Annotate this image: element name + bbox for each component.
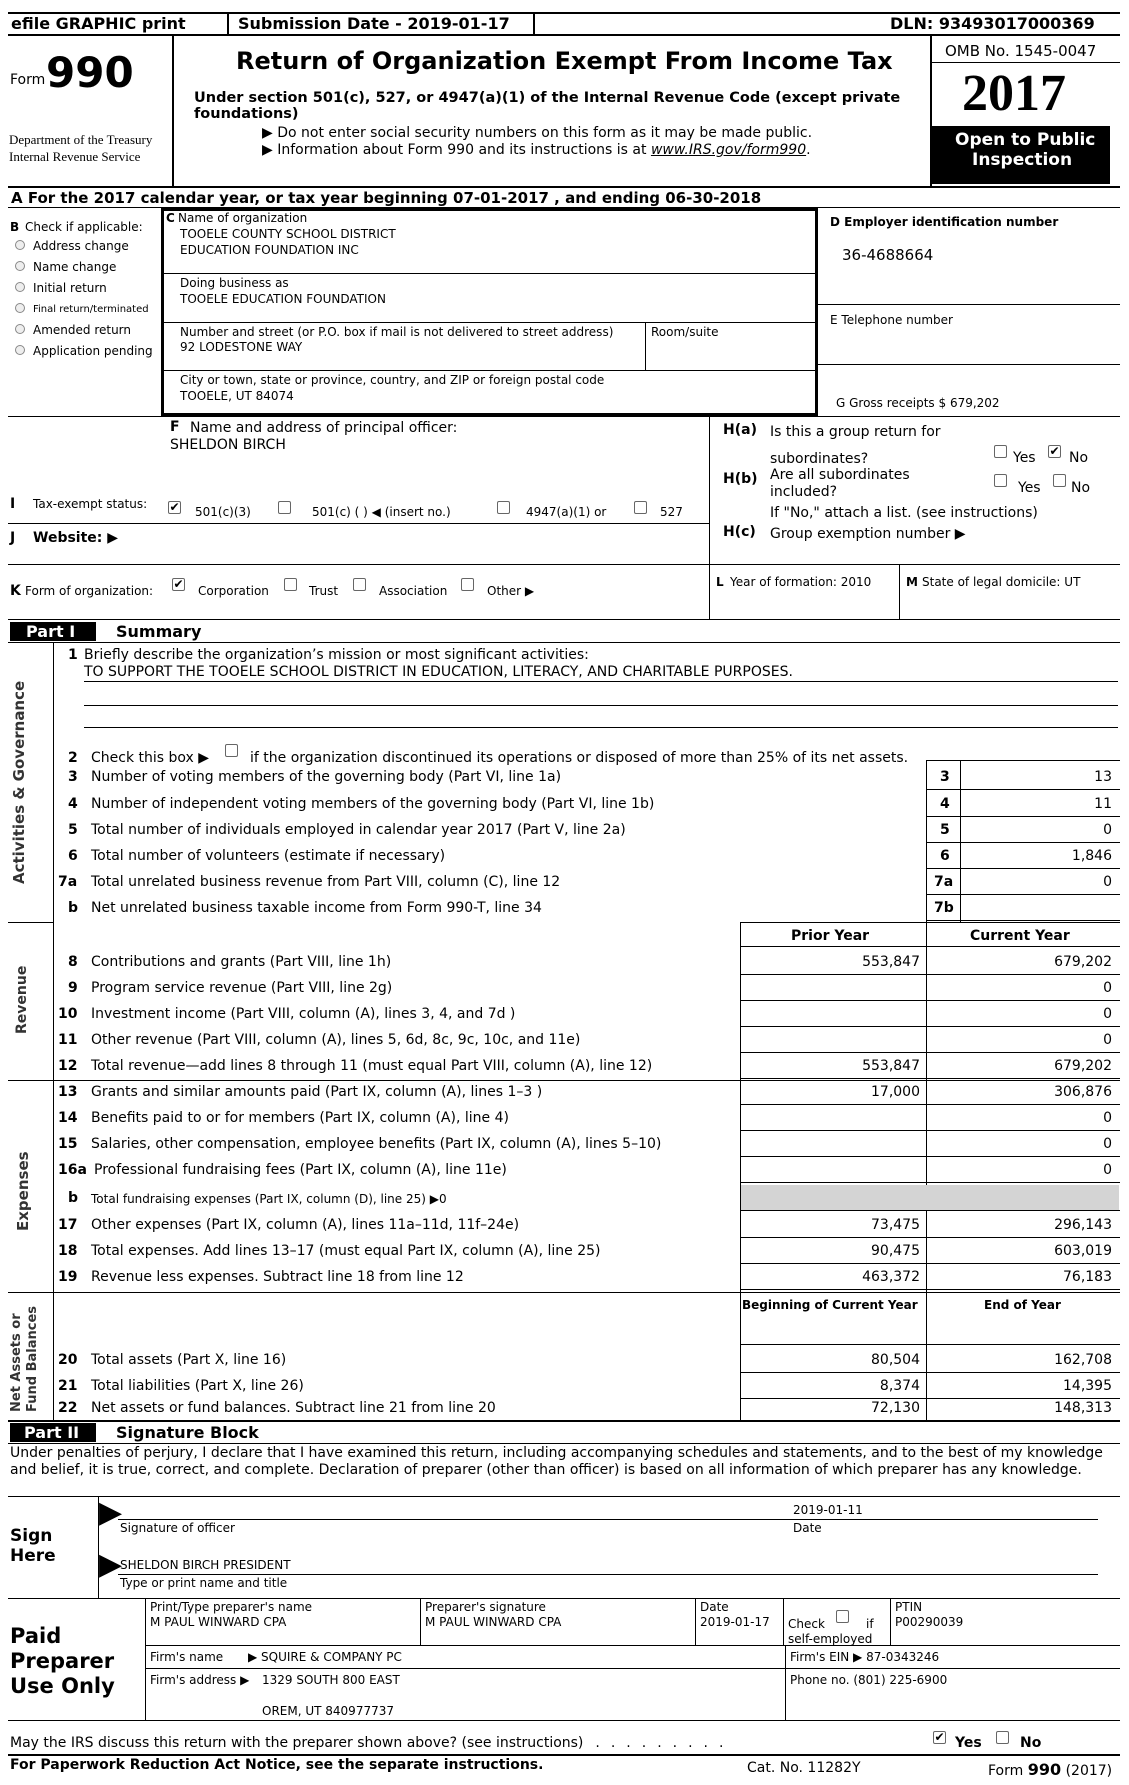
- fin-line-number: 17: [58, 1217, 78, 1233]
- street-label: Number and street (or P.O. box if mail is not delivered to street address): [180, 325, 614, 339]
- fin-row-rule: [740, 1078, 1120, 1079]
- fin-row-rule: [740, 1130, 1120, 1131]
- 527-label: 527: [660, 505, 683, 519]
- perjury-statement: Under penalties of perjury, I declare that I have examined this return, including accompanying schedules and statements, and to the best of my knowledge and belief, it is true, correct, and complete. Declaration of preparer (other than officer) is based on all information of which preparer has any knowledge.: [10, 1445, 1103, 1478]
- fin-line-number: 13: [58, 1084, 78, 1100]
- prior-year-value: 463,372: [862, 1269, 920, 1285]
- 501c3-checkbox[interactable]: ✔: [169, 500, 180, 514]
- other-label: Other ▶: [487, 584, 535, 598]
- ha-text-1: Is this a group return for: [770, 424, 941, 440]
- hb-yes-checkbox[interactable]: [994, 474, 1007, 487]
- fin-line-number: 19: [58, 1269, 78, 1285]
- 501c-checkbox[interactable]: [278, 501, 291, 514]
- section-i-label: I: [10, 496, 16, 512]
- dba-label: Doing business as: [180, 276, 289, 290]
- part2-title: Signature Block: [116, 1423, 259, 1442]
- open-to-public: Open to Public: [955, 130, 1096, 150]
- gov-line-number: 3: [68, 769, 78, 785]
- corporation-checkbox[interactable]: ✔: [173, 577, 184, 591]
- current-year-value: 162,708: [1054, 1352, 1112, 1368]
- telephone-label: E Telephone number: [830, 313, 953, 327]
- current-year-value: 148,313: [1054, 1400, 1112, 1416]
- amended-return-label: Amended return: [33, 323, 132, 337]
- fin-line-number: 14: [58, 1110, 78, 1126]
- gross-receipts: G Gross receipts $ 679,202: [836, 396, 1000, 410]
- gov-row-rule: [926, 816, 1120, 817]
- fin-line-text: Professional fundraising fees (Part IX, column (A), line 11e): [94, 1162, 507, 1178]
- gov-line-box: 6: [940, 848, 950, 864]
- discuss-yes-label: Yes: [955, 1735, 982, 1751]
- gov-line-value: 13: [1094, 769, 1112, 785]
- line-a-tax-year: A For the 2017 calendar year, or tax year beginning 07-01-2017 , and ending 06-30-2018: [11, 189, 762, 207]
- gov-line-value: 0: [1103, 822, 1112, 838]
- fin-line-text: Revenue less expenses. Subtract line 18 from line 12: [91, 1269, 464, 1285]
- signature-of-officer-label: Signature of officer: [120, 1521, 235, 1535]
- hb-text-1: Are all subordinates: [770, 467, 910, 483]
- current-year-value: 0: [1103, 1136, 1112, 1152]
- info-note: ▶ Information about Form 990 and its instructions is at www.IRS.gov/form990.: [262, 142, 811, 158]
- application-pending-label: Application pending: [33, 344, 153, 358]
- prior-year-value: 8,374: [879, 1378, 920, 1394]
- fin-line-number: 16a: [58, 1162, 87, 1178]
- form-footer: Form 990 (2017): [988, 1760, 1113, 1779]
- irs-label: Internal Revenue Service: [9, 149, 141, 164]
- other-checkbox[interactable]: [461, 578, 474, 591]
- gov-line-number: 4: [68, 796, 78, 812]
- firm-address-label: Firm's address ▶: [150, 1673, 250, 1687]
- fin-line-number: 15: [58, 1136, 78, 1152]
- ha-label: H(a): [723, 422, 757, 438]
- gov-line-box: 4: [940, 796, 950, 812]
- form-label: Form: [10, 72, 46, 88]
- gov-line-text: Number of independent voting members of the governing body (Part VI, line 1b): [91, 796, 655, 812]
- firm-phone: Phone no. (801) 225-6900: [790, 1673, 948, 1687]
- 527-checkbox[interactable]: [634, 501, 647, 514]
- hc-text: Group exemption number ▶: [770, 526, 966, 542]
- name-change-label: Name change: [33, 260, 117, 274]
- fin-line-number: 9: [68, 980, 78, 996]
- paid-preparer-1: Paid: [10, 1624, 62, 1648]
- line2-number: 2: [68, 750, 78, 766]
- current-year-value: 0: [1103, 1006, 1112, 1022]
- 4947-label: 4947(a)(1) or: [526, 505, 607, 519]
- fin-line-text: Total liabilities (Part X, line 26): [91, 1378, 304, 1394]
- street-address: 92 LODESTONE WAY: [180, 340, 303, 354]
- gov-line-number: 5: [68, 822, 78, 838]
- gov-line-text: Total number of individuals employed in calendar year 2017 (Part V, line 2a): [91, 822, 626, 838]
- fin-line-text: Other expenses (Part IX, column (A), lines 11a–11d, 11f–24e): [91, 1217, 520, 1233]
- ha-text-2: subordinates?: [770, 451, 869, 467]
- fin-line-text: Program service revenue (Part VIII, line 2g): [91, 980, 393, 996]
- sign-arrow-2: ▶: [99, 1547, 123, 1582]
- fin-line-number: 18: [58, 1243, 78, 1259]
- fin-line-text: Total revenue—add lines 8 through 11 (must equal Part VIII, column (A), line 12): [91, 1058, 653, 1074]
- dba-name: TOOELE EDUCATION FOUNDATION: [180, 292, 386, 306]
- gov-row-rule: [926, 842, 1120, 843]
- preparer-date-label: Date: [700, 1600, 729, 1614]
- firm-ein: Firm's EIN ▶ 87-0343246: [790, 1650, 940, 1664]
- sign-here-1: Sign: [10, 1526, 53, 1546]
- org-name-line2: EDUCATION FOUNDATION INC: [180, 243, 359, 257]
- preparer-name: M PAUL WINWARD CPA: [150, 1615, 287, 1629]
- gov-line-value: 0: [1103, 874, 1112, 890]
- sign-arrow-1: ▶: [99, 1495, 123, 1530]
- fin-line-text: Total fundraising expenses (Part IX, column (D), line 25) ▶0: [91, 1192, 447, 1206]
- form-subtitle: Under section 501(c), 527, or 4947(a)(1) of the Internal Revenue Code (except private foundations): [194, 90, 901, 122]
- fin-line-text: Salaries, other compensation, employee benefits (Part IX, column (A), lines 5–10): [91, 1136, 662, 1152]
- paid-preparer-3: Use Only: [10, 1674, 115, 1698]
- side-label-net-assets-2: Fund Balances: [25, 1306, 40, 1412]
- fin-line-number: 8: [68, 954, 78, 970]
- fin-row-rule: [740, 974, 1120, 975]
- prior-year-value: 17,000: [871, 1084, 920, 1100]
- fin-row-rule: [740, 1156, 1120, 1157]
- preparer-signature-label: Preparer's signature: [425, 1600, 546, 1614]
- current-year-value: 0: [1103, 980, 1112, 996]
- cat-number: Cat. No. 11282Y: [747, 1760, 861, 1776]
- application-pending-radio[interactable]: [15, 345, 25, 355]
- paid-preparer-2: Preparer: [10, 1649, 115, 1673]
- current-year-value: 0: [1103, 1110, 1112, 1126]
- discuss-no-checkbox[interactable]: [996, 1731, 1009, 1744]
- col-beginning: Beginning of Current Year: [742, 1298, 918, 1312]
- discuss-yes-checkbox[interactable]: ✔: [934, 1730, 945, 1744]
- fin-line-number: b: [68, 1190, 79, 1206]
- current-year-value: 76,183: [1063, 1269, 1112, 1285]
- fin-line-text: Other revenue (Part VIII, column (A), lines 5, 6d, 8c, 9c, 10c, and 11e): [91, 1032, 581, 1048]
- hb-no-label: No: [1071, 480, 1091, 496]
- fin-row-rule: [740, 1104, 1120, 1105]
- form-title: Return of Organization Exempt From Income Tax: [236, 47, 893, 75]
- gov-row-rule: [926, 789, 1120, 790]
- gov-line-text: Number of voting members of the governing body (Part VI, line 1a): [91, 769, 562, 785]
- self-employed-checkbox[interactable]: [836, 1610, 849, 1623]
- firm-address-1: 1329 SOUTH 800 EAST: [262, 1673, 400, 1687]
- city-address: TOOELE, UT 84074: [180, 389, 294, 403]
- inspection: Inspection: [972, 150, 1073, 170]
- fin-row-rule: [740, 1237, 1120, 1238]
- city-label: City or town, state or province, country, and ZIP or foreign postal code: [180, 373, 605, 387]
- preparer-signature: M PAUL WINWARD CPA: [425, 1615, 562, 1629]
- address-change-label: Address change: [33, 239, 129, 253]
- gov-line-text: Total unrelated business revenue from Part VIII, column (C), line 12: [91, 874, 561, 890]
- current-year-value: 14,395: [1063, 1378, 1112, 1394]
- ha-yes-label: Yes: [1013, 450, 1036, 466]
- omb-number: OMB No. 1545-0047: [945, 42, 1097, 60]
- gov-line-value: 11: [1094, 796, 1112, 812]
- fin-line-text: Benefits paid to or for members (Part IX, column (A), line 4): [91, 1110, 509, 1126]
- fin-row-rule: [740, 1182, 1120, 1183]
- preparer-name-label: Print/Type preparer's name: [150, 1600, 313, 1614]
- discuss-no-label: No: [1020, 1735, 1042, 1751]
- principal-officer-label: Name and address of principal officer:: [190, 420, 458, 436]
- gov-row-rule: [926, 894, 1120, 895]
- prior-year-value: 73,475: [871, 1217, 920, 1233]
- current-year-value: 603,019: [1054, 1243, 1112, 1259]
- firm-name-label: Firm's name: [150, 1650, 224, 1664]
- tax-year: 2017: [962, 65, 1066, 122]
- gov-row-rule: [926, 920, 1120, 921]
- gov-top-rule: [926, 760, 1120, 761]
- ptin-value: P00290039: [895, 1615, 964, 1629]
- preparer-date: 2019-01-17: [700, 1615, 770, 1629]
- shaded-cell: [741, 1185, 1119, 1210]
- org-name-line1: TOOELE COUNTY SCHOOL DISTRICT: [180, 227, 396, 241]
- fin-line-text: Net assets or fund balances. Subtract line 21 from line 20: [91, 1400, 496, 1416]
- trust-label: Trust: [309, 584, 339, 598]
- paperwork-notice: For Paperwork Reduction Act Notice, see the separate instructions.: [10, 1757, 544, 1773]
- sign-here-2: Here: [10, 1546, 56, 1566]
- prior-year-value: 553,847: [862, 1058, 920, 1074]
- current-year-value: 679,202: [1054, 1058, 1112, 1074]
- current-year-value: 0: [1103, 1032, 1112, 1048]
- gov-value-divider: [960, 760, 961, 922]
- fin-line-text: Total expenses. Add lines 13–17 (must equal Part IX, column (A), line 25): [91, 1243, 601, 1259]
- ssn-note: ▶ Do not enter social security numbers on this form as it may be made public.: [262, 125, 813, 141]
- fin-row-rule: [740, 1372, 1120, 1373]
- fin-row-rule: [740, 1289, 1120, 1290]
- initial-return-radio[interactable]: [15, 282, 25, 292]
- prior-year-value: 90,475: [871, 1243, 920, 1259]
- gov-line-text: Total number of volunteers (estimate if necessary): [91, 848, 446, 864]
- current-year-value: 0: [1103, 1162, 1112, 1178]
- fin-row-rule: [740, 1398, 1120, 1399]
- state-of-domicile: State of legal domicile: UT: [922, 575, 1081, 589]
- 501c3-label: 501(c)(3): [195, 505, 251, 519]
- initial-return-label: Initial return: [33, 281, 107, 295]
- if-label: if: [866, 1617, 874, 1631]
- gov-line-value: 1,846: [1071, 848, 1112, 864]
- final-return-radio[interactable]: [15, 303, 25, 313]
- mission-statement: TO SUPPORT THE TOOELE SCHOOL DISTRICT IN EDUCATION, LITERACY, AND CHARITABLE PURPOSES.: [84, 664, 793, 680]
- ein-label: D Employer identification number: [830, 215, 1059, 229]
- hb-text-2: included?: [770, 484, 838, 500]
- 4947-checkbox[interactable]: [497, 501, 510, 514]
- prior-year-value: 80,504: [871, 1352, 920, 1368]
- section-b-title: Check if applicable:: [25, 220, 143, 234]
- tax-exempt-label: Tax-exempt status:: [33, 497, 148, 511]
- discontinued-checkbox[interactable]: [225, 744, 238, 757]
- current-year-value: 296,143: [1054, 1217, 1112, 1233]
- prior-year-value: 72,130: [871, 1400, 920, 1416]
- gov-line-text: Net unrelated business taxable income from Form 990-T, line 34: [91, 900, 542, 916]
- corporation-label: Corporation: [198, 584, 269, 598]
- fin-line-number: 22: [58, 1400, 78, 1416]
- amended-return-radio[interactable]: [15, 324, 25, 334]
- fin-line-text: Total assets (Part X, line 16): [91, 1352, 287, 1368]
- fin-line-number: 11: [58, 1032, 78, 1048]
- section-k-label: K: [10, 583, 21, 599]
- gov-line-box: 7b: [934, 900, 954, 916]
- gov-line-box: 5: [940, 822, 950, 838]
- part2-label: Part II: [24, 1423, 80, 1442]
- fin-line-text: Investment income (Part VIII, column (A), lines 3, 4, and 7d ): [91, 1006, 516, 1022]
- hb-no-checkbox[interactable]: [1053, 474, 1066, 487]
- room-suite-label: Room/suite: [651, 325, 719, 339]
- fin-row-rule: [740, 1026, 1120, 1027]
- line2-text-a: Check this box ▶: [91, 750, 210, 766]
- section-c-label: C: [166, 211, 175, 225]
- firm-name: ▶ SQUIRE & COMPANY PC: [248, 1650, 402, 1664]
- officer-name-label: Type or print name and title: [120, 1576, 288, 1590]
- line1-number: 1: [68, 647, 78, 663]
- hb-label: H(b): [723, 471, 758, 487]
- website-label: Website: ▶: [33, 530, 119, 546]
- check-label: Check: [788, 1617, 825, 1631]
- efile-label: efile GRAPHIC print: [11, 14, 186, 33]
- fin-row-rule: [740, 1000, 1120, 1001]
- fin-line-number: 10: [58, 1006, 78, 1022]
- col-current-year: Current Year: [970, 928, 1070, 944]
- col-end: End of Year: [984, 1298, 1061, 1312]
- form-of-org-label: Form of organization:: [25, 584, 154, 598]
- dept-treasury: Department of the Treasury: [9, 132, 153, 147]
- part1-title: Summary: [116, 622, 202, 641]
- part1-label: Part I: [26, 622, 76, 641]
- section-j-label: J: [10, 530, 16, 546]
- side-label-revenue: Revenue: [14, 965, 30, 1034]
- fin-line-number: 12: [58, 1058, 78, 1074]
- side-label-expenses: Expenses: [14, 1151, 32, 1231]
- hb-yes-label: Yes: [1018, 480, 1041, 496]
- section-b-label: B: [10, 220, 20, 234]
- gov-line-number: b: [68, 900, 79, 916]
- fin-row-rule: [740, 1052, 1120, 1053]
- section-l-label: L: [716, 575, 724, 589]
- self-employed-label: self-employed: [788, 1632, 873, 1646]
- ein-value: 36-4688664: [842, 246, 934, 264]
- firm-address-2: OREM, UT 840977737: [262, 1704, 394, 1718]
- fin-row-rule: [740, 1210, 1120, 1211]
- section-m-label: M: [906, 575, 918, 589]
- current-year-value: 679,202: [1054, 954, 1112, 970]
- ptin-label: PTIN: [895, 1600, 923, 1614]
- fin-line-number: 20: [58, 1352, 78, 1368]
- org-name-label: Name of organization: [178, 211, 308, 225]
- association-checkbox[interactable]: [353, 578, 366, 591]
- submission-date: Submission Date - 2019-01-17: [238, 14, 510, 33]
- fin-line-number: 21: [58, 1378, 78, 1394]
- officer-name-title: SHELDON BIRCH PRESIDENT: [120, 1558, 291, 1572]
- current-year-value: 306,876: [1054, 1084, 1112, 1100]
- gov-row-rule: [926, 868, 1120, 869]
- form-number: 990: [46, 48, 134, 97]
- gov-line-number: 7a: [58, 874, 78, 890]
- ha-no-checkbox[interactable]: ✔: [1049, 444, 1060, 458]
- side-label-governance: Activities & Governance: [10, 680, 28, 884]
- year-of-formation: Year of formation: 2010: [730, 575, 872, 589]
- trust-checkbox[interactable]: [284, 578, 297, 591]
- section-f-label: F: [170, 419, 180, 435]
- col-prior-year: Prior Year: [791, 928, 870, 944]
- discuss-question: May the IRS discuss this return with the preparer shown above? (see instructions) .........: [10, 1735, 735, 1751]
- hc-label: H(c): [723, 524, 756, 540]
- gov-line-box: 7a: [934, 874, 954, 890]
- fin-row-rule: [740, 1263, 1120, 1264]
- name-change-radio[interactable]: [15, 261, 25, 271]
- 501c-label: 501(c) ( ) ◀ (insert no.): [312, 505, 451, 519]
- address-change-radio[interactable]: [15, 240, 25, 250]
- hb-note: If "No," attach a list. (see instructions): [770, 505, 1038, 521]
- final-return-label: Final return/terminated: [33, 304, 149, 315]
- side-label-net-assets-1: Net Assets or: [9, 1313, 24, 1412]
- signature-date: 2019-01-11: [793, 1503, 863, 1517]
- line2-text-b: if the organization discontinued its operations or disposed of more than 25% of its net assets.: [250, 750, 909, 766]
- principal-officer-name: SHELDON BIRCH: [170, 437, 286, 453]
- line1-text: Briefly describe the organization’s mission or most significant activities:: [84, 647, 589, 663]
- ha-no-label: No: [1069, 450, 1089, 466]
- prior-year-value: 553,847: [862, 954, 920, 970]
- fin-line-text: Contributions and grants (Part VIII, line 1h): [91, 954, 392, 970]
- fin-line-text: Grants and similar amounts paid (Part IX, column (A), lines 1–3 ): [91, 1084, 543, 1100]
- date-label: Date: [793, 1521, 822, 1535]
- association-label: Association: [379, 584, 448, 598]
- gov-line-box: 3: [940, 769, 950, 785]
- gov-box-divider: [926, 760, 927, 922]
- dln: DLN: 93493017000369: [890, 14, 1095, 33]
- irs-link[interactable]: www.IRS.gov/form990: [650, 142, 807, 158]
- gov-line-number: 6: [68, 848, 78, 864]
- ha-yes-checkbox[interactable]: [994, 445, 1007, 458]
